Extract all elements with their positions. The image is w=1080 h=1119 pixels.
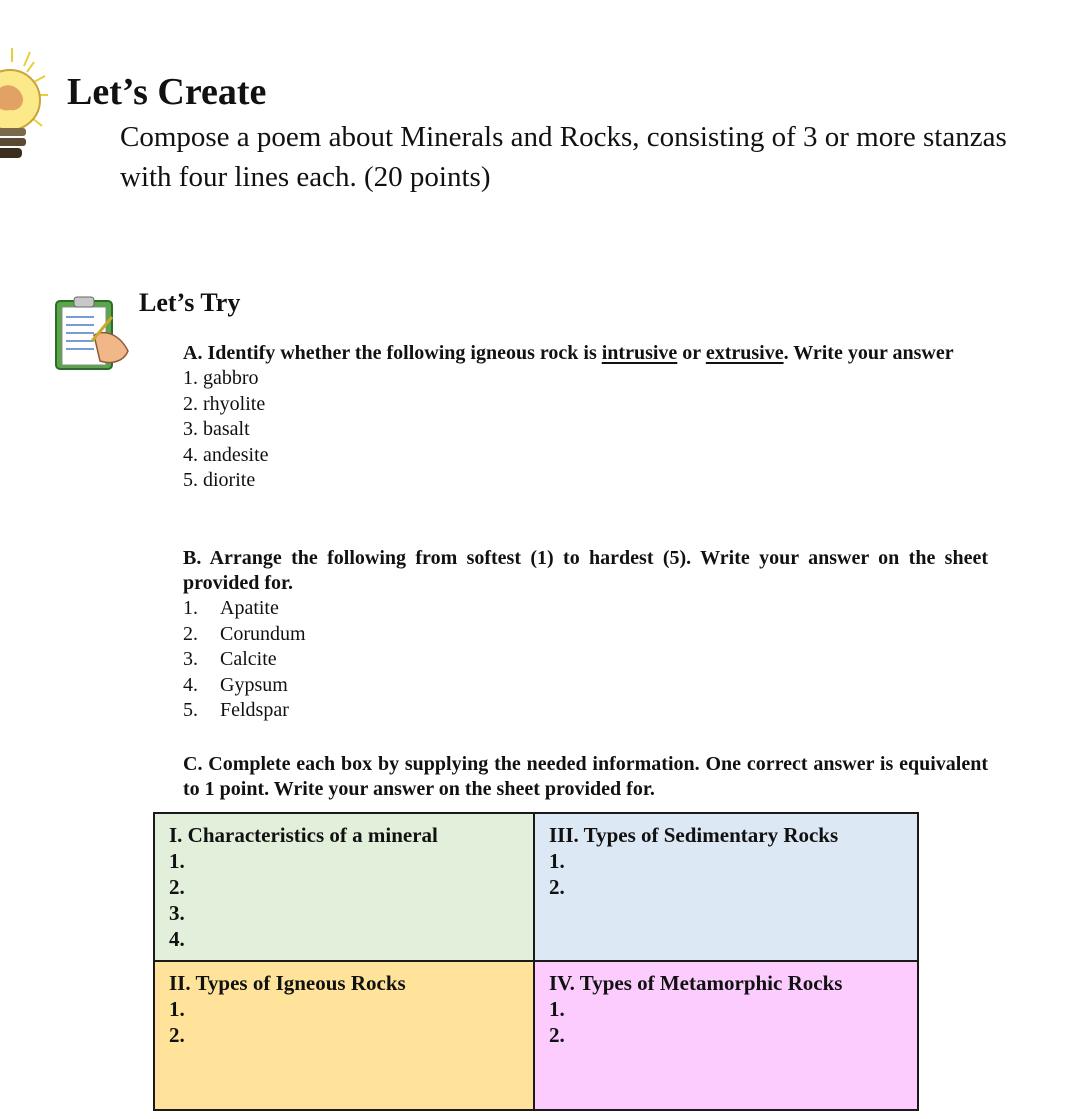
part-b [183, 546, 988, 724]
box-igneous-rocks [154, 961, 534, 1110]
option-extrusive: extrusive [705, 342, 784, 364]
answer-line[interactable]: 1. [169, 997, 185, 1021]
part-a [183, 341, 988, 494]
lets-create-instruction: Compose a poem about Minerals and Rocks, consisting of 3 or more stanzas with four lines each. (20 points) [120, 121, 1007, 193]
box-sedimentary-rocks [534, 813, 918, 961]
list-item: 4. andesite [183, 443, 269, 466]
list-item: 2. rhyolite [183, 392, 266, 415]
answer-line[interactable]: 1. [549, 997, 565, 1021]
box-mineral-characteristics [154, 813, 534, 961]
part-a-list [183, 366, 988, 494]
box-title: II. Types of Igneous Rocks [169, 971, 406, 995]
list-item: 3. basalt [183, 418, 250, 441]
list-item: 3. Calcite [183, 648, 277, 671]
answer-line[interactable]: 3. [169, 901, 185, 925]
answer-line[interactable]: 2. [549, 1023, 565, 1047]
box-title: I. Characteristics of a mineral [169, 823, 438, 847]
answer-line[interactable]: 2. [169, 1023, 185, 1047]
list-item: 5. diorite [183, 469, 256, 492]
list-item: 5. Feldspar [183, 699, 289, 722]
lets-try-title: Let’s Try [139, 288, 241, 317]
list-item: 4. Gypsum [183, 673, 288, 696]
answer-line[interactable]: 2. [549, 875, 565, 899]
answer-line[interactable]: 1. [169, 849, 185, 873]
answer-table [153, 812, 919, 1111]
part-b-list [183, 596, 988, 724]
answer-line[interactable]: 1. [549, 849, 565, 873]
lets-create-title: Let’s Create [67, 71, 267, 113]
lightbulb-icon [0, 40, 54, 165]
clipboard-icon [54, 295, 134, 371]
list-item: 2. Corundum [183, 622, 306, 645]
answer-line[interactable]: 4. [169, 927, 185, 951]
list-item: 1. gabbro [183, 367, 259, 389]
box-title: III. Types of Sedimentary Rocks [549, 823, 839, 847]
part-c-heading: C. Complete each box by supplying the needed information. One correct answer is equivalent to 1 point. Write your answer on the sheet provided for. [183, 753, 988, 800]
part-b-heading: B. Arrange the following from softest (1) to hardest (5). Write your answer on the sheet provided for. [183, 547, 988, 594]
option-intrusive: intrusive [601, 342, 678, 364]
answer-line[interactable]: 2. [169, 875, 185, 899]
box-title: IV. Types of Metamorphic Rocks [549, 971, 843, 995]
part-c [183, 752, 988, 802]
box-metamorphic-rocks [534, 961, 918, 1110]
part-a-heading: A. Identify whether the following igneous rock is intrusive or extrusive. Write your answer [183, 342, 954, 364]
list-item: 1. Apatite [183, 597, 279, 619]
